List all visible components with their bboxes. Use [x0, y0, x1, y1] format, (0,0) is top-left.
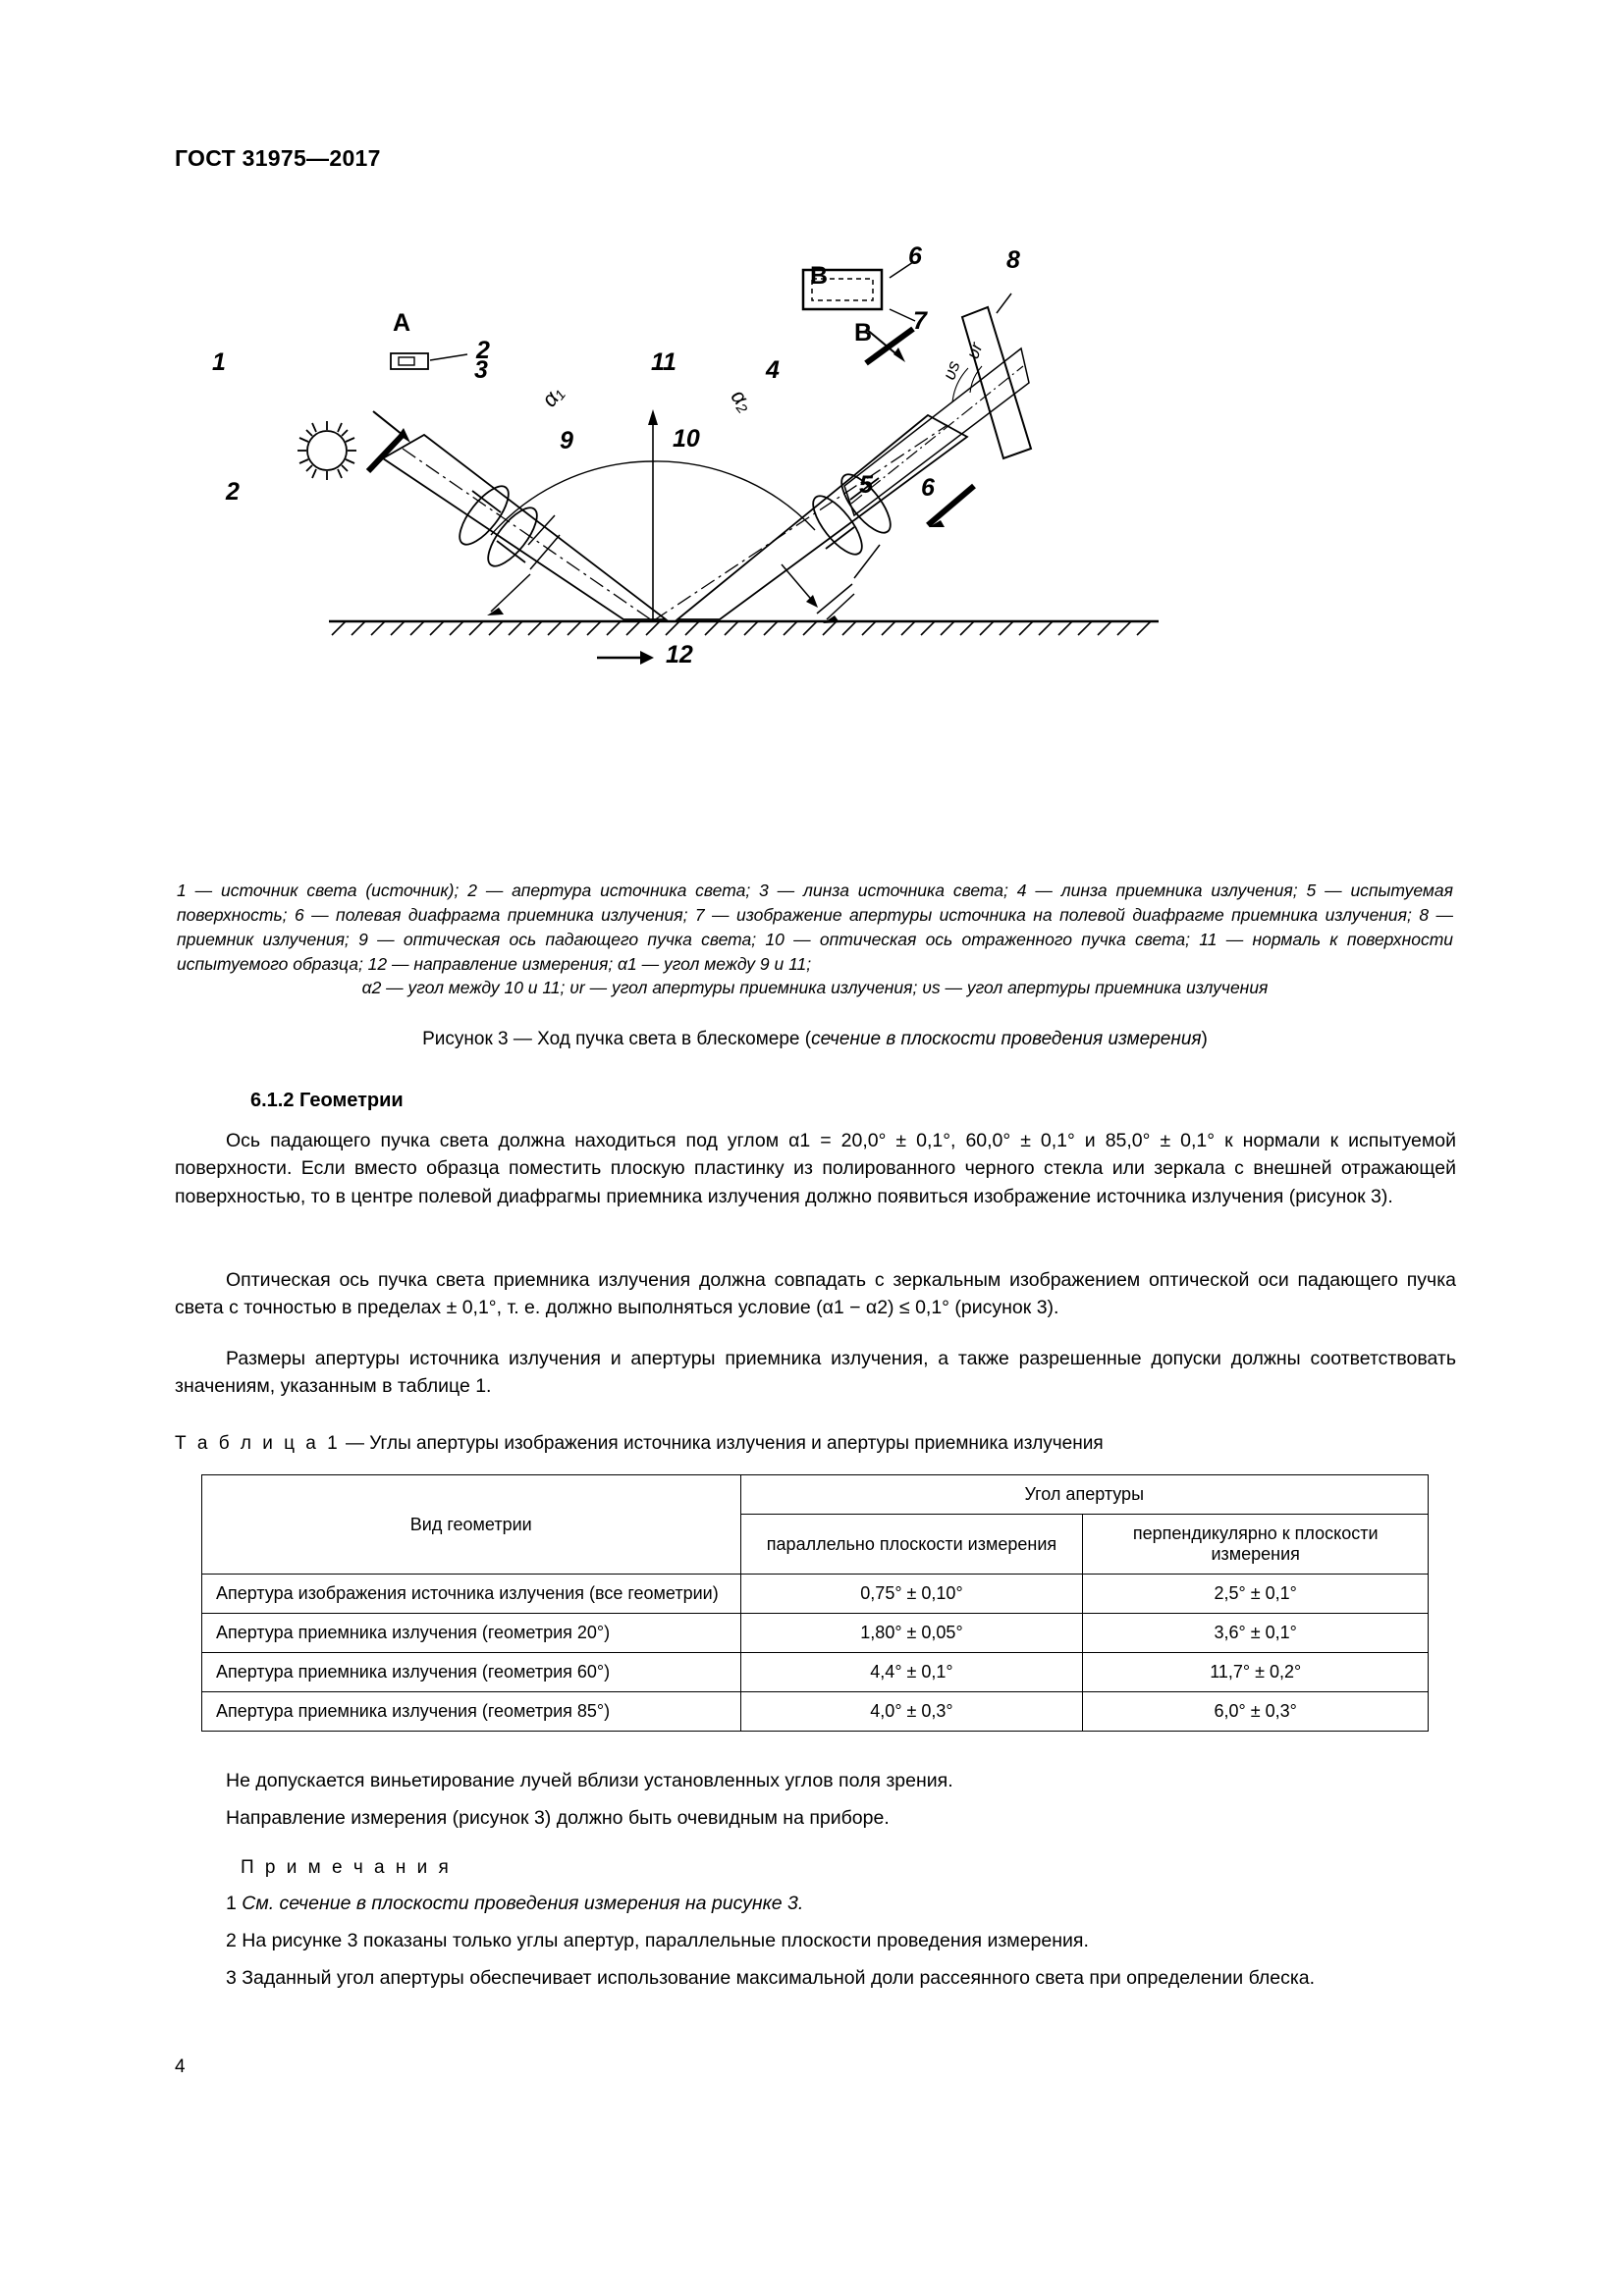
figure-label-nu-r: υr	[962, 340, 987, 362]
figure-label-B-arrow: В	[854, 319, 873, 347]
header-parallel: параллельно плоскости измерения	[740, 1515, 1083, 1575]
table-header-row-1	[202, 1475, 1429, 1515]
figure-caption	[177, 879, 1453, 1000]
cell-perpendicular: 11,7° ± 0,2°	[1083, 1653, 1429, 1692]
cell-parallel: 1,80° ± 0,05°	[740, 1614, 1083, 1653]
figure-title	[177, 1029, 1453, 1050]
table-caption-label: Т а б л и ц а 1	[175, 1433, 341, 1454]
figure-label-A: А	[393, 309, 411, 337]
note-3: 3 Заданный угол апертуры обеспечивает использование максимальной доли рассеянного света при определении блеска.	[226, 1967, 1316, 1989]
cell-parallel: 4,0° ± 0,3°	[740, 1692, 1083, 1732]
after-table-line-1: Не допускается виньетирование лучей вблизи установленных углов поля зрения.	[226, 1770, 953, 1791]
cell-perpendicular: 2,5° ± 0,1°	[1083, 1575, 1429, 1614]
figure-title-tail: )	[1201, 1029, 1208, 1049]
after-table-line-2: Направление измерения (рисунок 3) должно быть очевидным на приборе.	[226, 1807, 890, 1829]
cell-geometry: Апертура приемника излучения (геометрия 60°)	[202, 1653, 741, 1692]
section-title: 6.1.2 Геометрии	[250, 1090, 404, 1111]
header-perpendicular: перпендикулярно к плоскости измерения	[1083, 1515, 1429, 1575]
figure-label-8: 8	[1006, 246, 1020, 274]
cell-geometry: Апертура приемника излучения (геометрия 85°)	[202, 1692, 741, 1732]
paragraph-1: Ось падающего пучка света должна находиться под углом α1 = 20,0° ± 0,1°, 60,0° ± 0,1° и 85,0° ± 0,1° к нормали к испытуемой поверхности. Если вместо образца поместить плоскую пластинку из полированного черного стекла или зеркала с внешней отражающей поверхностью, то в центре полевой диафрагмы приемника излучения должно появиться изображение источника излучения (рисунок 3).	[175, 1130, 1456, 1207]
figure-label-3: 3	[474, 356, 488, 384]
cell-geometry: Апертура изображения источника излучения (все геометрии)	[202, 1575, 741, 1614]
figure-label-9: 9	[560, 427, 573, 454]
figure-label-7: 7	[913, 307, 927, 335]
figure-title-italic: сечение в плоскости проведения измерения	[811, 1029, 1202, 1049]
table-row	[202, 1653, 1429, 1692]
table-caption	[175, 1433, 1104, 1455]
figure-label-10: 10	[673, 425, 700, 453]
figure-label-2-top: 2	[476, 337, 490, 364]
header-geometry: Вид геометрии	[202, 1475, 741, 1575]
figure-title-plain: Рисунок 3 — Ход пучка света в блескомере (	[422, 1029, 812, 1049]
figure-label-nu-s: υs	[939, 358, 964, 383]
cell-perpendicular: 6,0° ± 0,3°	[1083, 1692, 1429, 1732]
cell-geometry: Апертура приемника излучения (геометрия 20°)	[202, 1614, 741, 1653]
figure-label-6-top: 6	[908, 242, 922, 270]
table-row	[202, 1692, 1429, 1732]
table-row	[202, 1614, 1429, 1653]
figure-label-B-top: В	[810, 262, 829, 290]
figure-label-1: 1	[212, 348, 226, 376]
figure-label-12: 12	[666, 641, 693, 668]
note-1-prefix: 1	[226, 1893, 243, 1914]
paragraph-2: Оптическая ось пучка света приемника излучения должна совпадать с зеркальным изображением оптической оси падающего пучка света с точностью в пределах ± 0,1°, т. е. должно выполняться условие (α1 − α2) ≤ 0,1° (рисунок 3).	[175, 1269, 1456, 1319]
note-2: 2 На рисунке 3 показаны только углы апертур, параллельные плоскости проведения измерения.	[226, 1930, 1089, 1951]
optical-path-svg	[167, 191, 1463, 869]
cell-perpendicular: 3,6° ± 0,1°	[1083, 1614, 1429, 1653]
table-row	[202, 1575, 1429, 1614]
notes-title: П р и м е ч а н и я	[241, 1857, 452, 1878]
figure-label-2-lower: 2	[226, 478, 240, 506]
figure-caption-last: α2 — угол между 10 и 11; υr — угол апертуры приемника излучения; υs — угол апертуры приемника излучения	[361, 978, 1269, 998]
table-caption-text: — Углы апертуры изображения источника излучения и апертуры приемника излучения	[340, 1433, 1104, 1454]
figure-3-diagram	[167, 191, 1463, 869]
figure-label-6-bottom: 6	[921, 474, 935, 502]
cell-parallel: 0,75° ± 0,10°	[740, 1575, 1083, 1614]
page-header: ГОСТ 31975—2017	[175, 145, 381, 171]
cell-parallel: 4,4° ± 0,1°	[740, 1653, 1083, 1692]
figure-caption-main: 1 — источник света (источник); 2 — апертура источника света; 3 — линза источника света; 4 — линза приемника излучения; 5 — испытуемая поверхность; 6 — полевая диафрагма приемника излучения; 7 — изображение апертуры источника на полевой диафрагме приемника излучения; 8 — приемник излучения; 9 — оптическая ось падающего пучка света; 10 — оптическая ось отраженного пучка света; 11 — нормаль к поверхности испытуемого образца; 12 — направление измерения; α1 — угол между 9 и 11;	[177, 881, 1453, 974]
paragraph-3: Размеры апертуры источника излучения и апертуры приемника излучения, а также разрешенные допуски должны соответствовать значениям, указанным в таблице 1.	[175, 1348, 1456, 1398]
page-number: 4	[175, 2056, 186, 2077]
header-aperture-angle-group: Угол апертуры	[740, 1475, 1428, 1515]
figure-label-alpha1: α₁	[536, 381, 568, 412]
note-1	[175, 1890, 1456, 1917]
figure-label-11: 11	[651, 348, 677, 376]
figure-label-alpha2: α₂	[726, 384, 759, 416]
figure-label-5: 5	[859, 471, 873, 499]
figure-label-4: 4	[766, 356, 780, 384]
note-1-italic: См. сечение в плоскости проведения измерения на рисунке 3.	[242, 1893, 804, 1914]
aperture-angles-table	[201, 1474, 1429, 1732]
